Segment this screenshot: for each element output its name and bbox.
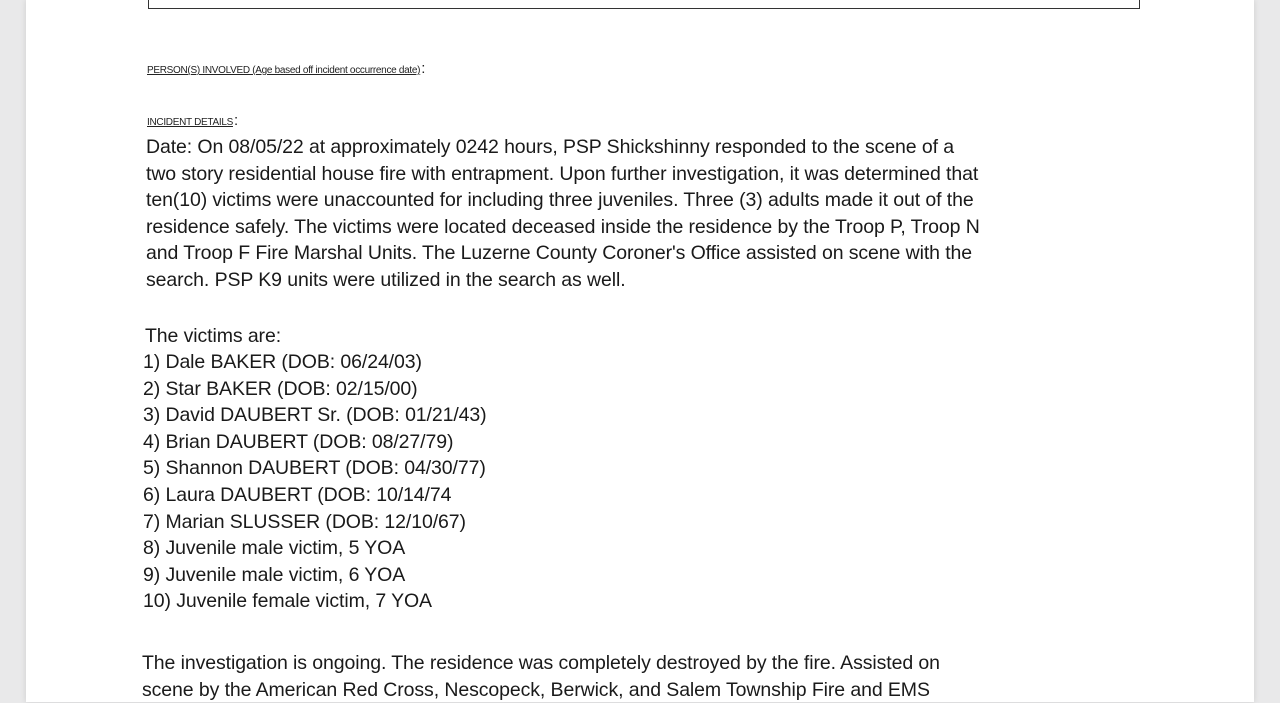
top-form-box	[148, 0, 1140, 9]
closing-paragraph	[142, 650, 940, 703]
persons-involved-heading: PERSON(S) INVOLVED (Age based off incident occurrence date):	[147, 60, 426, 77]
persons-involved-heading-text: PERSON(S) INVOLVED (Age based off incident occurrence date)	[147, 65, 421, 76]
details-line: and Troop F Fire Marshal Units. The Luzerne County Coroner's Office assisted on scene with the	[146, 242, 973, 265]
incident-details-paragraph	[146, 134, 980, 294]
victims-intro: The victims are:	[145, 325, 282, 347]
victim-item: 10) Juvenile female victim, 7 YOA	[143, 590, 432, 613]
closing-line: The investigation is ongoing. The residence was completely destroyed by the fire. Assisted on	[142, 652, 940, 674]
details-line: Date: On 08/05/22 at approximately 0242 hours, PSP Shickshinny responded to the scene of a	[146, 136, 954, 158]
closing-line: scene by the American Red Cross, Nescopeck, Berwick, and Salem Township Fire and EMS	[142, 678, 930, 701]
document-page	[26, 0, 1254, 702]
incident-details-heading-text: INCIDENT DETAILS	[147, 117, 233, 128]
details-line: two story residential house fire with entrapment. Upon further investigation, it was determined that	[146, 162, 979, 185]
victim-item: 8) Juvenile male victim, 5 YOA	[143, 537, 406, 560]
victim-item: 3) David DAUBERT Sr. (DOB: 01/21/43)	[143, 404, 487, 427]
details-line: search. PSP K9 units were utilized in the search as well.	[146, 268, 626, 291]
victim-item: 9) Juvenile male victim, 6 YOA	[143, 563, 406, 586]
victim-item: 2) Star BAKER (DOB: 02/15/00)	[143, 377, 418, 400]
victim-item: 1) Dale BAKER (DOB: 06/24/03)	[143, 351, 422, 373]
victim-item: 7) Marian SLUSSER (DOB: 12/10/67)	[143, 510, 466, 533]
victim-item: 5) Shannon DAUBERT (DOB: 04/30/77)	[143, 457, 486, 480]
details-line: residence safely. The victims were located deceased inside the residence by the Troop P, Troop N	[146, 215, 980, 238]
victims-list	[143, 349, 487, 615]
victim-item: 4) Brian DAUBERT (DOB: 08/27/79)	[143, 430, 454, 453]
details-line: ten(10) victims were unaccounted for including three juveniles. Three (3) adults made it out of the	[146, 189, 974, 212]
victim-item: 6) Laura DAUBERT (DOB: 10/14/74	[143, 483, 452, 506]
incident-details-heading: INCIDENT DETAILS:	[147, 112, 238, 129]
